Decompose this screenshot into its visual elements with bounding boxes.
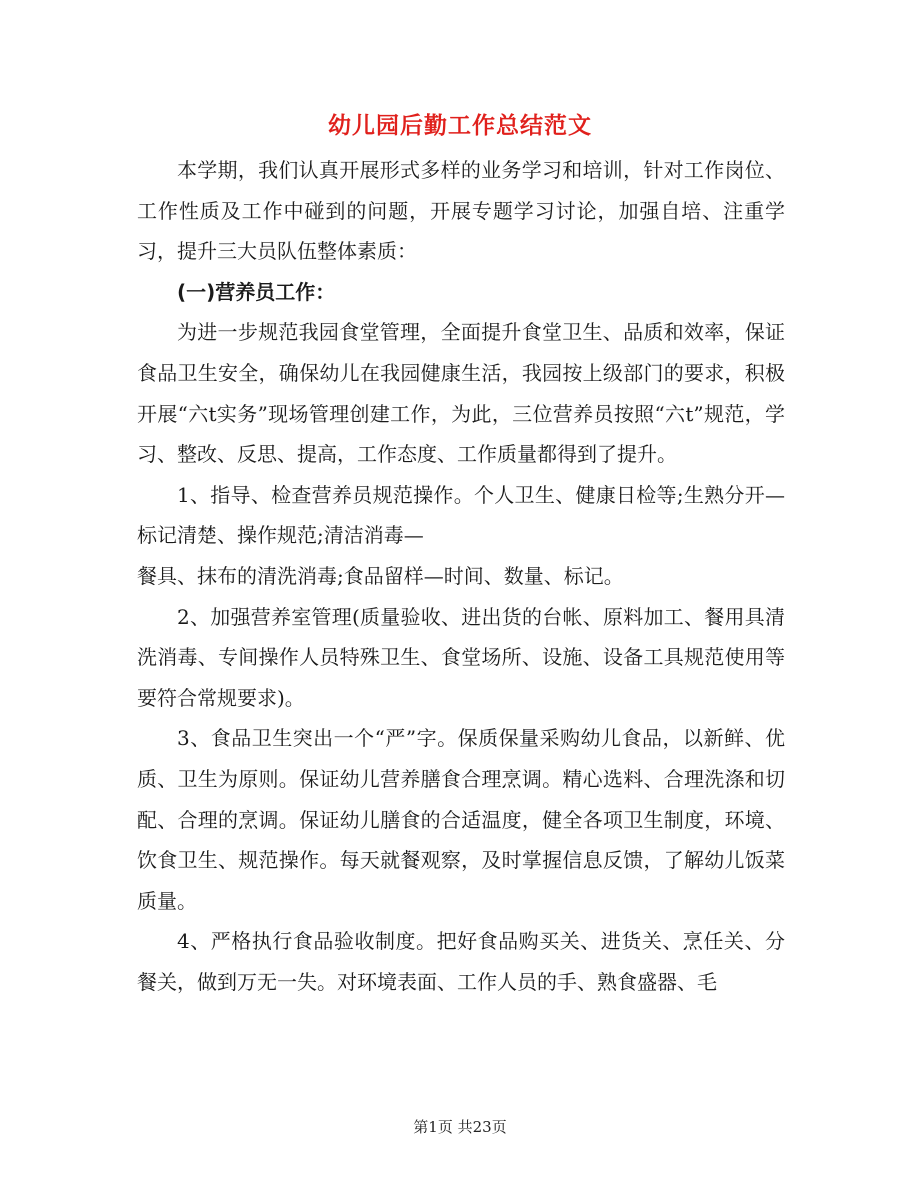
paragraph-item-2: 2、加强营养室管理(质量验收、进出货的台帐、原料加工、餐用具清洗消毒、专间操作人员特殊卫生、食堂场所、设施、设备工具规范使用等要符合常规要求)。 [137, 604, 785, 710]
document-title: 幼儿园后勤工作总结范文 [328, 112, 592, 139]
paragraph-item-3: 3、食品卫生突出一个“严”字。保质保量采购幼儿食品，以新鲜、优质、卫生为原则。保证幼儿营养膳食合理烹调。精心选料、合理洗涤和切配、合理的烹调。保证幼儿膳食的合适温度，健全各项卫生制度，环境、饮食卫生、规范操作。每天就餐观察，及时掌握信息反馈，了解幼儿饭菜质量。 [137, 726, 785, 913]
paragraph-item-1-continued: 餐具、抹布的清洗消毒;食品留样—时间、数量、标记。 [137, 563, 624, 588]
section-heading-nutritionist: (一)营养员工作： [177, 279, 336, 304]
document-body [137, 150, 785, 1002]
paragraph-canteen-management: 为进一步规范我园食堂管理，全面提升食堂卫生、品质和效率，保证食品卫生安全，确保幼儿在我园健康生活，我园按上级部门的要求，积极开展“六t实务”现场管理创建工作，为此，三位营养员按照“六t”规范，学习、整改、反思、提高，工作态度、工作质量都得到了提升。 [137, 320, 785, 467]
paragraph-item-4: 4、严格执行食品验收制度。把好食品购买关、进货关、烹任关、分餐关，做到万无一失。对环境表面、工作人员的手、熟食盛器、毛 [137, 929, 785, 994]
page-footer: 第1页 共23页 [413, 1118, 507, 1136]
paragraph-intro: 本学期，我们认真开展形式多样的业务学习和培训，针对工作岗位、工作性质及工作中碰到的问题，开展专题学习讨论，加强自培、注重学习，提升三大员队伍整体素质： [137, 158, 785, 264]
paragraph-item-1: 1、指导、检查营养员规范操作。个人卫生、健康日检等;生熟分开—标记清楚、操作规范;清洁消毒— [137, 482, 785, 548]
